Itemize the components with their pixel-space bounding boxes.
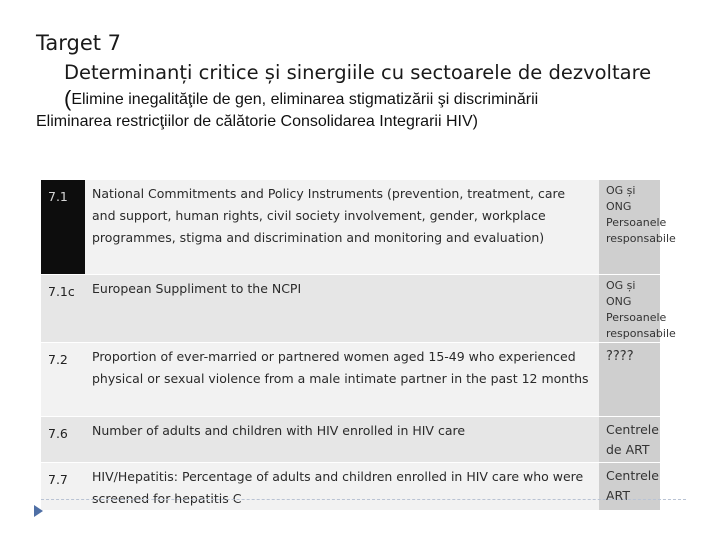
row-id: 7.6 [41,416,85,462]
arrow-right-icon [34,505,43,517]
row-indicator: Proportion of ever-married or partnered women aged 15-49 who experienced physical or sexual violence from a male intimate partner in the past 12 months [85,342,599,416]
row-id: 7.7 [41,462,85,510]
row-indicator: National Commitments and Policy Instruments (prevention, treatment, care and support, human rights, civil society involvement, gender, workplace programmes, stigma and discrimination and monitoring and evaluation) [85,180,599,274]
slide-subtitle: Determinanți critice și sinergiile cu sectoarele de dezvoltare [64,61,652,84]
table-row [41,274,660,342]
open-paren: ( [64,86,72,111]
row-indicator: European Suppliment to the NCPI [85,274,599,342]
row-id: 7.1 [41,180,85,274]
table-row [41,180,660,274]
title-block [36,30,706,132]
responsible-line-1: OG și ONG [606,278,636,308]
table-row [41,342,660,416]
table-row [41,416,660,462]
footer-divider [41,499,686,500]
row-responsible: Centrele ART [599,462,660,510]
row-responsible: Centrele de ART [599,416,660,462]
row-id: 7.1c [41,274,85,342]
line-3-text: Elimine inegalităţile de gen, eliminarea stigmatizării şi discriminării [71,91,539,108]
row-indicator: Number of adults and children with HIV enrolled in HIV care [85,416,599,462]
responsible-line-2: Persoanele responsabile [606,310,676,340]
row-responsible [599,180,676,274]
row-responsible: ???? [599,342,660,416]
slide-title: Target 7 [36,31,122,55]
slide-line-4: Eliminarea restricţiilor de călătorie Consolidarea Integrarii HIV) [36,113,478,130]
indicator-table [41,180,676,506]
table-row [41,462,660,510]
slide-line-3 [64,86,706,111]
row-id: 7.2 [41,342,85,416]
responsible-line-2: Persoanele responsabile [606,216,676,245]
row-indicator: HIV/Hepatitis: Percentage of adults and children enrolled in HIV care who were screened for hepatitis C [85,462,599,510]
responsible-line-1: OG și ONG [606,184,636,213]
row-responsible [599,274,676,342]
